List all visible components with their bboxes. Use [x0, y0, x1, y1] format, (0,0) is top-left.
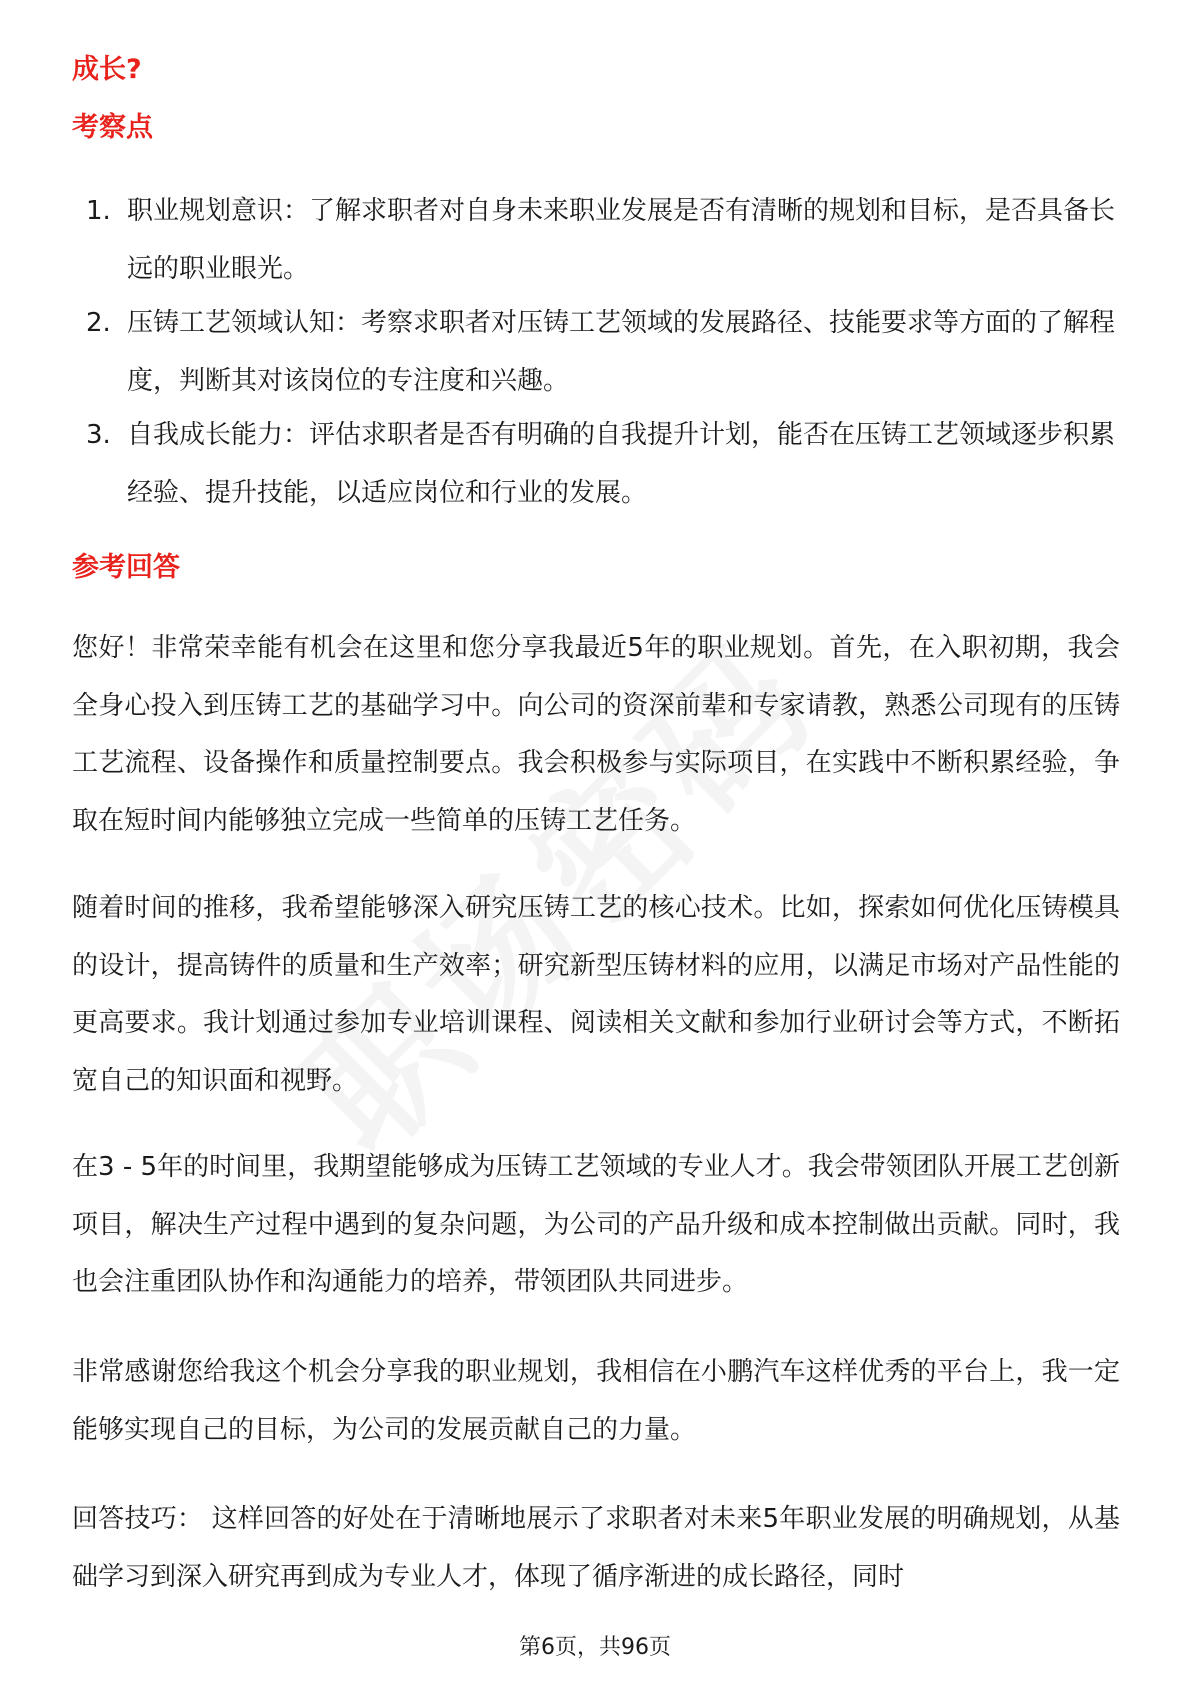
assessment-points-list — [86, 182, 1116, 522]
section-heading-continued: 成长? — [72, 54, 142, 85]
section-heading-reference-answer: 参考回答 — [72, 552, 180, 583]
list-item-text: 自我成长能力：评估求职者是否有明确的自我提升计划，能否在压铸工艺领域逐步积累经验、提升技能，以适应岗位和行业的发展。 — [127, 420, 1116, 508]
list-item-number: 3. — [86, 420, 111, 450]
list-item — [86, 406, 1116, 522]
answer-paragraph: 非常感谢您给我这个机会分享我的职业规划，我相信在小鹏汽车这样优秀的平台上，我一定能够实现自己的目标，为公司的发展贡献自己的力量。 — [72, 1357, 1120, 1445]
answer-paragraph: 随着时间的推移，我希望能够深入研究压铸工艺的核心技术。比如，探索如何优化压铸模具的设计，提高铸件的质量和生产效率；研究新型压铸材料的应用，以满足市场对产品性能的更高要求。我计划通过参加专业培训课程、阅读相关文献和参加行业研讨会等方式，不断拓宽自己的知识面和视野。 — [72, 893, 1120, 1096]
list-item-number: 1. — [86, 196, 111, 226]
answer-paragraph: 您好！非常荣幸能有机会在这里和您分享我最近5年的职业规划。首先，在入职初期，我会全身心投入到压铸工艺的基础学习中。向公司的资深前辈和专家请教，熟悉公司现有的压铸工艺流程、设备操作和质量控制要点。我会积极参与实际项目，在实践中不断积累经验，争取在短时间内能够独立完成一些简单的压铸工艺任务。 — [72, 633, 1120, 836]
list-item-number: 2. — [86, 308, 111, 338]
answer-tips-paragraph: 回答技巧： 这样回答的好处在于清晰地展示了求职者对未来5年职业发展的明确规划，从基础学习到深入研究再到成为专业人才，体现了循序渐进的成长路径，同时 — [72, 1504, 1120, 1592]
list-item — [86, 182, 1116, 298]
section-heading-assessment-points: 考察点 — [72, 112, 153, 143]
page-number-footer: 第6页，共96页 — [519, 1635, 671, 1660]
list-item-text: 职业规划意识：了解求职者对自身未来职业发展是否有清晰的规划和目标，是否具备长远的职业眼光。 — [127, 196, 1116, 284]
list-item-text: 压铸工艺领域认知：考察求职者对压铸工艺领域的发展路径、技能要求等方面的了解程度，判断其对该岗位的专注度和兴趣。 — [127, 308, 1116, 396]
list-item — [86, 294, 1116, 410]
answer-paragraph: 在3 - 5年的时间里，我期望能够成为压铸工艺领域的专业人才。我会带领团队开展工艺创新项目，解决生产过程中遇到的复杂问题，为公司的产品升级和成本控制做出贡献。同时，我也会注重团队协作和沟通能力的培养，带领团队共同进步。 — [72, 1152, 1120, 1297]
